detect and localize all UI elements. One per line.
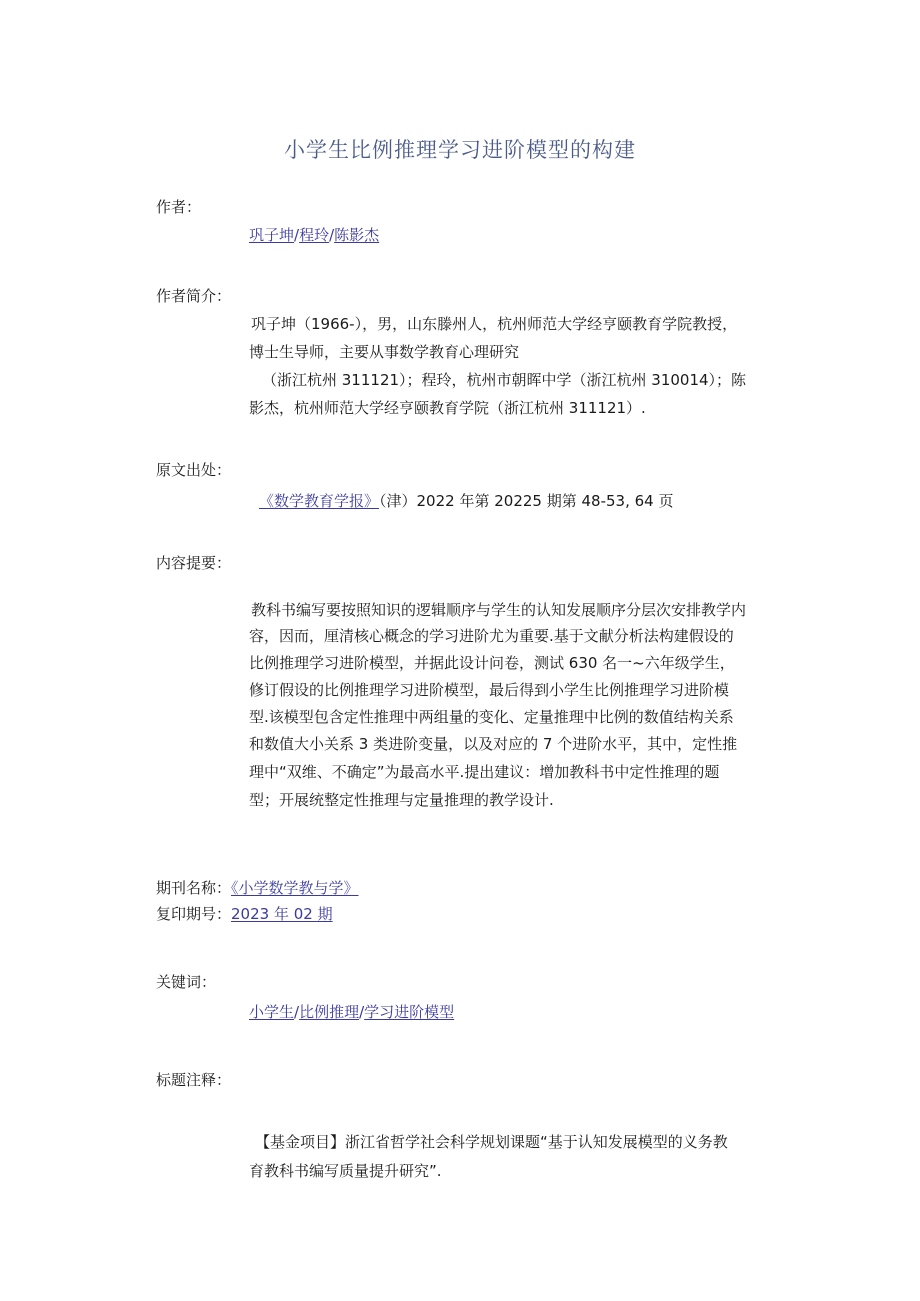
periodical-label: 期刊名称： <box>156 879 232 897</box>
keyword-link-3[interactable]: 学习进阶模型 <box>364 1003 455 1021</box>
author-intro-line-1: 巩子坤（1966-），男，山东滕州人，杭州师范大学经亨颐教育学院教授， <box>251 315 738 333</box>
source-issue-info: （津）2022 年第 20225 期第 48-53, 64 页 <box>379 492 674 510</box>
abstract-line: 容，因而，厘清核心概念的学习进阶尤为重要.基于文献分析法构建假设的 <box>249 627 734 645</box>
keyword-separator: / <box>359 1003 365 1021</box>
periodical-link[interactable]: 《小学数学教与学》 <box>231 879 359 897</box>
author-intro-line-4: 影杰，杭州师范大学经亨颐教育学院（浙江杭州 311121）. <box>249 399 646 417</box>
abstract-line: 教科书编写要按照知识的逻辑顺序与学生的认知发展顺序分层次安排教学内 <box>251 601 747 619</box>
authors-list <box>249 224 379 245</box>
author-intro-line-3: （浙江杭州 311121）；程玲，杭州市朝晖中学（浙江杭州 310014）；陈 <box>262 371 747 389</box>
author-link-1[interactable]: 巩子坤 <box>249 226 295 244</box>
source-label: 原文出处： <box>156 461 232 479</box>
author-link-3[interactable]: 陈影杰 <box>334 226 380 244</box>
author-intro-label: 作者简介： <box>156 287 232 305</box>
abstract-line: 型；开展统整定性推理与定量推理的教学设计. <box>249 791 554 809</box>
author-separator: / <box>294 226 300 244</box>
article-title: 小学生比例推理学习进阶模型的构建 <box>284 138 636 162</box>
title-note-line-2: 育教科书编写质量提升研究”. <box>249 1162 442 1180</box>
abstract-line: 比例推理学习进阶模型，并据此设计问卷，测试 630 名一~六年级学生， <box>249 654 735 672</box>
reprint-label: 复印期号： <box>156 905 232 923</box>
author-link-2[interactable]: 程玲 <box>299 226 330 244</box>
keywords-list <box>249 1001 454 1022</box>
periodical-row <box>156 877 359 898</box>
keywords-label: 关键词： <box>156 973 217 991</box>
source-line <box>259 490 673 511</box>
title-note-label: 标题注释： <box>156 1071 232 1089</box>
reprint-row <box>156 903 333 924</box>
author-separator: / <box>329 226 335 244</box>
authors-label: 作者： <box>156 198 202 216</box>
keyword-separator: / <box>294 1003 300 1021</box>
author-intro-line-2: 博士生导师，主要从事数学教育心理研究 <box>249 343 520 361</box>
abstract-label: 内容提要： <box>156 554 232 572</box>
abstract-line: 型.该模型包含定性推理中两组量的变化、定量推理中比例的数值结构关系 <box>249 708 734 726</box>
abstract-line: 理中“双维、不确定”为最高水平.提出建议：增加教科书中定性推理的题 <box>249 763 720 781</box>
source-journal-link[interactable]: 《数学教育学报》 <box>259 492 380 510</box>
abstract-line: 修订假设的比例推理学习进阶模型，最后得到小学生比例推理学习进阶模 <box>249 681 730 699</box>
keyword-link-2[interactable]: 比例推理 <box>299 1003 360 1021</box>
keyword-link-1[interactable]: 小学生 <box>249 1003 295 1021</box>
abstract-line: 和数值大小关系 3 类进阶变量，以及对应的 7 个进阶水平，其中，定性推 <box>249 735 738 753</box>
reprint-link[interactable]: 2023 年 02 期 <box>231 905 333 923</box>
title-note-line-1: 【基金项目】浙江省哲学社会科学规划课题“基于认知发展模型的义务教 <box>255 1133 728 1151</box>
